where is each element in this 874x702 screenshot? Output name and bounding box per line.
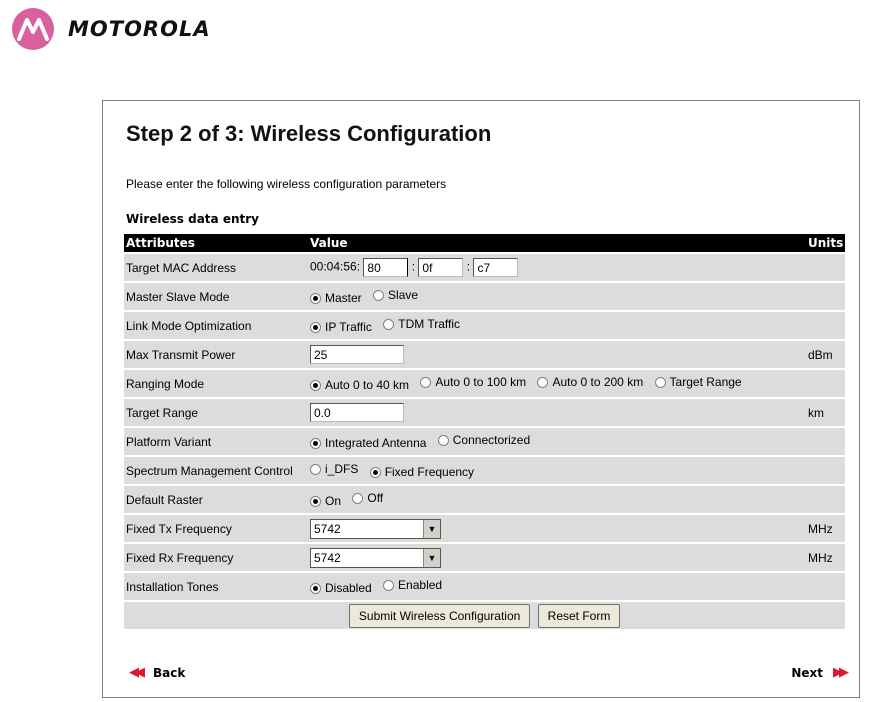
actions-cell [124,602,845,629]
radio-unselected-icon[interactable] [310,464,321,475]
row-installation-tones [124,573,845,600]
radio-label: Auto 0 to 100 km [435,375,527,389]
radio-label: Target Range [669,375,742,389]
radio-option-ip-traffic[interactable] [310,320,372,334]
radio-label: Connectorized [452,433,531,447]
radio-unselected-icon[interactable] [655,377,666,388]
header-value: Value [308,234,806,252]
radio-label: On [325,494,342,508]
radio-unselected-icon[interactable] [383,319,394,330]
value-installation-tones [308,573,806,600]
label-platform-variant: Platform Variant [124,428,308,455]
chevron-down-icon[interactable]: ▼ [423,520,440,538]
double-arrow-right-icon: ▶▶ [833,665,845,680]
units-spectrum-management [806,457,845,484]
label-link-mode: Link Mode Optimization [124,312,308,339]
radio-option-auto-100[interactable] [420,375,526,389]
radio-label: Master [325,291,362,305]
radio-option-off[interactable] [352,491,383,505]
value-platform-variant [308,428,806,455]
units-platform-variant [806,428,845,455]
mac-separator: : [411,259,416,274]
mac-octet-4-input[interactable]: 80 [363,258,408,277]
motorola-logo [12,8,211,50]
radio-label: Integrated Antenna [325,436,427,450]
header-attributes: Attributes [124,234,308,252]
next-label: Next [791,665,823,680]
label-max-transmit-power: Max Transmit Power [124,341,308,368]
motorola-batwing-icon [12,8,54,50]
radio-unselected-icon[interactable] [438,435,449,446]
intro-text: Please enter the following wireless configuration parameters [126,177,447,191]
double-arrow-left-icon: ◀◀ [129,665,141,680]
radio-unselected-icon[interactable] [420,377,431,388]
radio-label: Auto 0 to 40 km [325,378,410,392]
label-master-slave: Master Slave Mode [124,283,308,310]
radio-unselected-icon[interactable] [352,493,363,504]
radio-selected-icon[interactable] [310,380,321,391]
radio-option-disabled[interactable] [310,581,372,595]
radio-option-slave[interactable] [373,288,418,302]
mac-separator: : [466,259,471,274]
radio-label: i_DFS [325,462,359,476]
radio-label: Enabled [398,578,443,592]
row-target-mac [124,254,845,281]
radio-label: Slave [388,288,419,302]
fixed-rx-frequency-select[interactable] [310,548,441,568]
units-fixed-tx-frequency: MHz [806,515,845,542]
label-installation-tones: Installation Tones [124,573,308,600]
value-target-mac [308,254,806,281]
reset-form-button[interactable]: Reset Form [538,604,621,628]
radio-label: Auto 0 to 200 km [552,375,644,389]
label-spectrum-management: Spectrum Management Control [124,457,308,484]
mac-octet-5-input[interactable]: 0f [418,258,463,277]
units-ranging-mode [806,370,845,397]
fixed-tx-frequency-select[interactable] [310,519,441,539]
chevron-down-icon[interactable]: ▼ [423,549,440,567]
select-value: 5742 [314,521,341,536]
radio-selected-icon[interactable] [370,467,381,478]
radio-selected-icon[interactable] [310,293,321,304]
value-default-raster [308,486,806,513]
label-target-range: Target Range [124,399,308,426]
radio-option-auto-40[interactable] [310,378,409,392]
value-fixed-tx-frequency [308,515,806,542]
label-ranging-mode: Ranging Mode [124,370,308,397]
radio-selected-icon[interactable] [310,322,321,333]
units-target-mac [806,254,845,281]
radio-unselected-icon[interactable] [383,580,394,591]
table-header-row [124,234,845,252]
label-target-mac: Target MAC Address [124,254,308,281]
value-max-transmit-power [308,341,806,368]
value-master-slave [308,283,806,310]
radio-option-on[interactable] [310,494,341,508]
radio-label: TDM Traffic [398,317,461,331]
value-spectrum-management [308,457,806,484]
radio-label: Disabled [325,581,372,595]
wireless-config-table [124,232,845,631]
radio-option-connectorized[interactable] [438,433,530,447]
brand-name: MOTOROLA [68,17,211,41]
radio-option-auto-200[interactable] [537,375,643,389]
mac-prefix: 00:04:56: [310,259,361,274]
units-installation-tones [806,573,845,600]
radio-label: IP Traffic [325,320,372,334]
row-fixed-tx-frequency [124,515,845,542]
row-link-mode [124,312,845,339]
header-units: Units [808,236,844,250]
value-fixed-rx-frequency [308,544,806,571]
row-default-raster [124,486,845,513]
select-value: 5742 [314,550,341,565]
radio-selected-icon[interactable] [310,438,321,449]
units-max-transmit-power: dBm [806,341,845,368]
label-default-raster: Default Raster [124,486,308,513]
row-max-transmit-power [124,341,845,368]
row-fixed-rx-frequency [124,544,845,571]
units-fixed-rx-frequency: MHz [806,544,845,571]
section-title: Wireless data entry [126,212,259,226]
row-platform-variant [124,428,845,455]
radio-option-enabled[interactable] [383,578,442,592]
radio-unselected-icon[interactable] [373,290,384,301]
radio-option-tdm-traffic[interactable] [383,317,460,331]
radio-selected-icon[interactable] [310,583,321,594]
units-master-slave [806,283,845,310]
radio-label: Off [367,491,384,505]
row-target-range [124,399,845,426]
radio-unselected-icon[interactable] [537,377,548,388]
next-link[interactable] [791,665,845,680]
value-ranging-mode [308,370,806,397]
label-fixed-rx-frequency: Fixed Rx Frequency [124,544,308,571]
units-link-mode [806,312,845,339]
mac-octet-6-input[interactable]: c7 [473,258,518,277]
row-actions [124,602,845,629]
label-fixed-tx-frequency: Fixed Tx Frequency [124,515,308,542]
submit-wireless-configuration-button[interactable]: Submit Wireless Configuration [349,604,530,628]
radio-selected-icon[interactable] [310,496,321,507]
radio-label: Fixed Frequency [384,465,475,479]
units-default-raster [806,486,845,513]
target-range-input[interactable]: 0.0 [310,403,404,422]
page-title: Step 2 of 3: Wireless Configuration [126,121,492,146]
radio-option-master[interactable] [310,291,362,305]
value-link-mode [308,312,806,339]
back-label: Back [153,665,186,680]
back-link[interactable] [129,665,185,680]
units-target-range: km [806,399,845,426]
row-spectrum-management [124,457,845,484]
value-target-range [308,399,806,426]
row-master-slave [124,283,845,310]
radio-option-integrated-antenna[interactable] [310,436,426,450]
row-ranging-mode [124,370,845,397]
radio-option-fixed-frequency[interactable] [370,465,474,479]
radio-option-target-range[interactable] [655,375,742,389]
radio-option-i-dfs[interactable] [310,462,358,476]
max-transmit-power-input[interactable]: 25 [310,345,404,364]
wizard-panel [102,100,860,698]
